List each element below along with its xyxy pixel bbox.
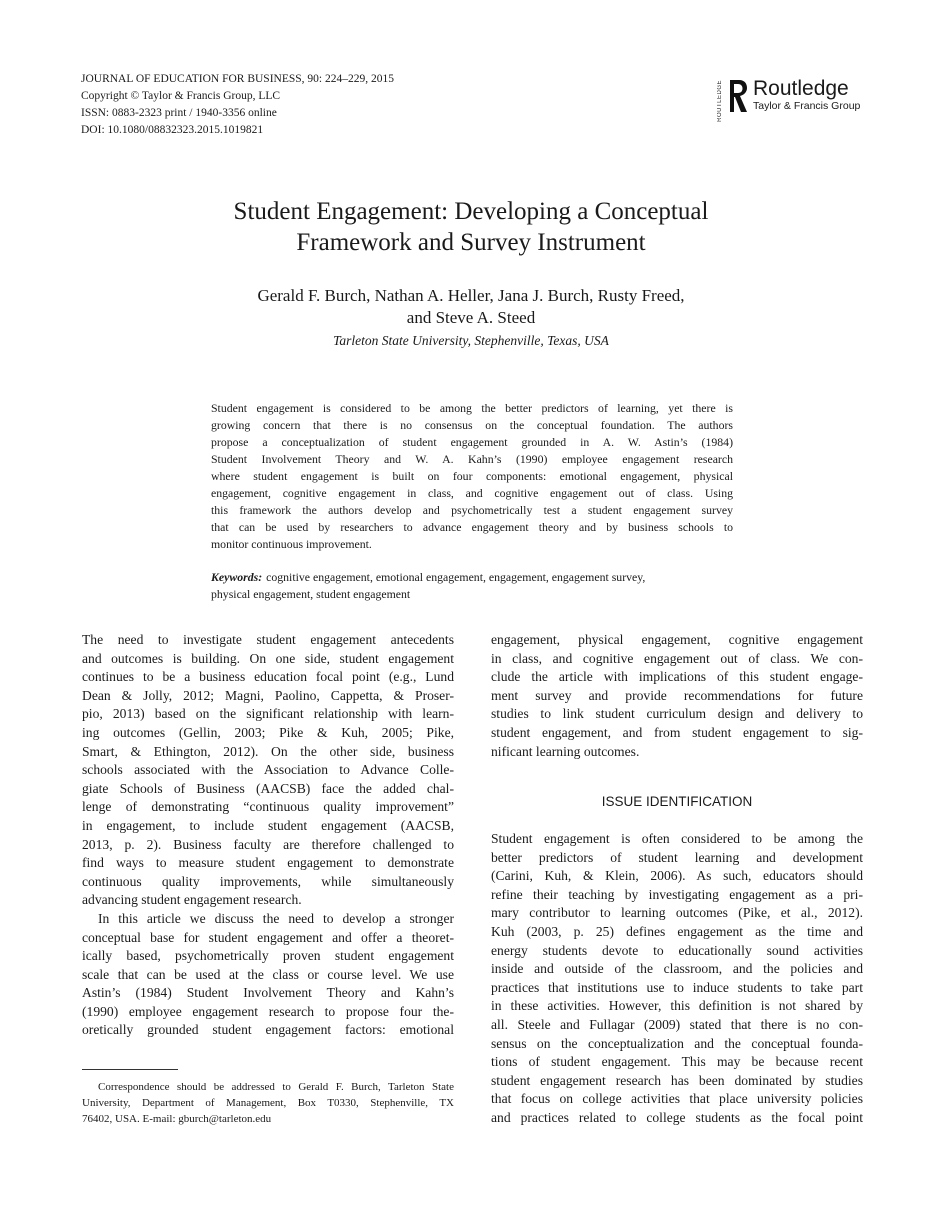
author-list bbox=[150, 285, 792, 329]
issn-line: ISSN: 0883-2323 print / 1940-3356 online bbox=[81, 107, 277, 119]
title-line: Student Engagement: Developing a Conceptual bbox=[233, 198, 709, 225]
abstract-line: growing concern that there is no consensus on the conceptual foundation. The authors bbox=[211, 418, 733, 432]
body-line: In this article we discuss the need to develop a stronger bbox=[98, 910, 454, 926]
body-line: conceptual base for student engagement and offer a theoret- bbox=[82, 929, 454, 945]
body-line: in class, and cognitive engagement out of class. We con- bbox=[491, 650, 863, 666]
routledge-logo bbox=[717, 77, 861, 122]
authors-line: Gerald F. Burch, Nathan A. Heller, Jana J. Burch, Rusty Freed, bbox=[257, 286, 685, 305]
body-line: nificant learning outcomes. bbox=[491, 743, 640, 759]
body-line: continuous quality improvements, while simultaneously bbox=[82, 873, 454, 889]
article-title bbox=[150, 196, 792, 258]
body-line: ing outcomes (Gellin, 2003; Pike & Kuh, 2005; Pike, bbox=[82, 724, 454, 740]
copyright-line: Copyright © Taylor & Francis Group, LLC bbox=[81, 90, 281, 102]
body-line: student engagement, and from student engagement to sig- bbox=[491, 724, 863, 740]
body-line: in these activities. However, this definition is not shared by bbox=[491, 998, 863, 1014]
abstract-line: that can be used by researchers to advance engagement theory and by business schools to bbox=[211, 520, 733, 534]
correspondence-footnote bbox=[82, 1079, 454, 1127]
body-line: Smart, & Ethington, 2012). On the other side, business bbox=[82, 743, 454, 759]
body-line: better predictors of student learning and development bbox=[491, 849, 863, 865]
logo-subtitle: Taylor & Francis Group bbox=[753, 100, 861, 112]
abstract bbox=[211, 400, 733, 553]
body-line: Kuh (2003, p. 25) defines engagement as the time and bbox=[491, 923, 863, 939]
body-line: ically based, psychometrically proven student engagement bbox=[82, 948, 454, 964]
logo-vertical-text: ROUTLEDGE bbox=[717, 80, 723, 122]
body-line: oretically grounded student engagement factors: emotional bbox=[82, 1022, 454, 1038]
authors-line: and Steve A. Steed bbox=[406, 308, 536, 327]
keywords-text: cognitive engagement, emotional engagement, engagement, engagement survey, bbox=[266, 570, 646, 584]
body-line: in engagement, to include student engagement (AACSB, bbox=[82, 817, 454, 833]
body-line: practices that institutions use to induce students to take part bbox=[491, 979, 863, 995]
body-column-right-section bbox=[491, 830, 863, 1128]
body-line: Astin’s (1984) Student Involvement Theory and Kahn’s bbox=[82, 985, 454, 1001]
journal-header bbox=[81, 71, 394, 139]
abstract-line: this framework the authors develop and psychometrically test a student engagement survey bbox=[211, 503, 733, 517]
section-heading: ISSUE IDENTIFICATION bbox=[601, 794, 753, 809]
body-line: refine their teaching by investigating engagement as a pri- bbox=[491, 886, 863, 902]
body-line: sensus on the conceptualization and the conceptual founda- bbox=[491, 1035, 863, 1051]
body-line: find ways to measure student engagement to demonstrate bbox=[82, 855, 454, 871]
body-column-left bbox=[82, 631, 454, 1040]
routledge-r-icon bbox=[717, 78, 749, 122]
body-line: continues to be a business education focal point (e.g., Lund bbox=[82, 669, 454, 685]
body-line: advancing student engagement research. bbox=[82, 892, 302, 908]
footnote-line: University, Department of Management, Box T0330, Stephenville, TX bbox=[82, 1097, 454, 1109]
footnote-line: Correspondence should be addressed to Gerald F. Burch, Tarleton State bbox=[98, 1081, 454, 1093]
body-line: and practices related to college students as the focal point bbox=[491, 1109, 863, 1125]
body-line: The need to investigate student engagement antecedents bbox=[82, 632, 454, 647]
body-line: (1990) employee engagement research to propose four the- bbox=[82, 1003, 454, 1019]
body-line: Student engagement is often considered to be among the bbox=[491, 831, 863, 846]
footnote-divider bbox=[82, 1069, 178, 1070]
body-line: and outcomes is building. On one side, student engagement bbox=[82, 650, 454, 666]
body-line: lenge of demonstrating “continuous quality improvement” bbox=[82, 799, 454, 815]
body-line: 2013, p. 2). Business faculty are therefore challenged to bbox=[82, 836, 454, 852]
footnote-line: 76402, USA. E-mail: gburch@tarleton.edu bbox=[82, 1113, 272, 1125]
body-line: pio, 2013) based on the significant relationship with learn- bbox=[82, 706, 454, 722]
body-column-right bbox=[491, 631, 863, 761]
body-line: that focus on college activities that place university policies bbox=[491, 1091, 863, 1107]
body-line: inside and outside of the classroom, and the policies and bbox=[491, 961, 863, 977]
body-line: clude the article with implications of this student engage- bbox=[491, 669, 863, 685]
body-line: mary contributor to learning outcomes (Pike, et al., 2012). bbox=[491, 905, 863, 921]
body-line: scale that can be used at the class or course level. We use bbox=[82, 966, 454, 982]
affiliation: Tarleton State University, Stephenville, Texas, USA bbox=[333, 333, 609, 348]
body-line: giate Schools of Business (AACSB) face the added chal- bbox=[82, 780, 454, 796]
body-line: engagement, physical engagement, cognitive engagement bbox=[491, 632, 863, 647]
keywords-text: physical engagement, student engagement bbox=[211, 587, 411, 601]
keywords bbox=[211, 569, 733, 603]
body-line: tions of student engagement. This may be because recent bbox=[491, 1054, 863, 1070]
logo-name: Routledge bbox=[753, 77, 849, 100]
abstract-line: where student engagement is built on four components: emotional engagement, physical bbox=[211, 469, 733, 483]
body-line: all. Steele and Fullagar (2009) stated that there is no con- bbox=[491, 1016, 863, 1032]
body-line: student engagement research has been dominated by studies bbox=[491, 1072, 863, 1088]
body-line: schools associated with the Association to Advance Colle- bbox=[82, 762, 454, 778]
body-line: (Carini, Kuh, & Klein, 2006). As such, educators should bbox=[491, 868, 863, 884]
body-line: ment survey and provide recommendations for future bbox=[491, 687, 863, 703]
abstract-line: Student engagement is considered to be among the better predictors of learning, yet there is bbox=[211, 401, 733, 415]
keywords-label: Keywords: bbox=[211, 570, 263, 584]
title-line: Framework and Survey Instrument bbox=[296, 229, 646, 256]
body-line: Dean & Jolly, 2012; Magni, Paolino, Cappetta, & Proser- bbox=[82, 687, 454, 703]
body-line: energy students devote to educationally sound activities bbox=[491, 942, 863, 958]
body-line: studies to link student curriculum design and delivery to bbox=[491, 706, 863, 722]
journal-citation: JOURNAL OF EDUCATION FOR BUSINESS, 90: 224–229, 2015 bbox=[81, 73, 394, 85]
abstract-line: propose a conceptualization of student engagement grounded in A. W. Astin’s (1984) bbox=[211, 435, 733, 449]
abstract-line: engagement, cognitive engagement in class, and cognitive engagement out of class. Using bbox=[211, 486, 733, 500]
abstract-line: Student Involvement Theory and W. A. Kahn’s (1990) employee engagement research bbox=[211, 452, 733, 466]
abstract-line: monitor continuous improvement. bbox=[211, 537, 372, 551]
doi-line: DOI: 10.1080/08832323.2015.1019821 bbox=[81, 124, 264, 136]
